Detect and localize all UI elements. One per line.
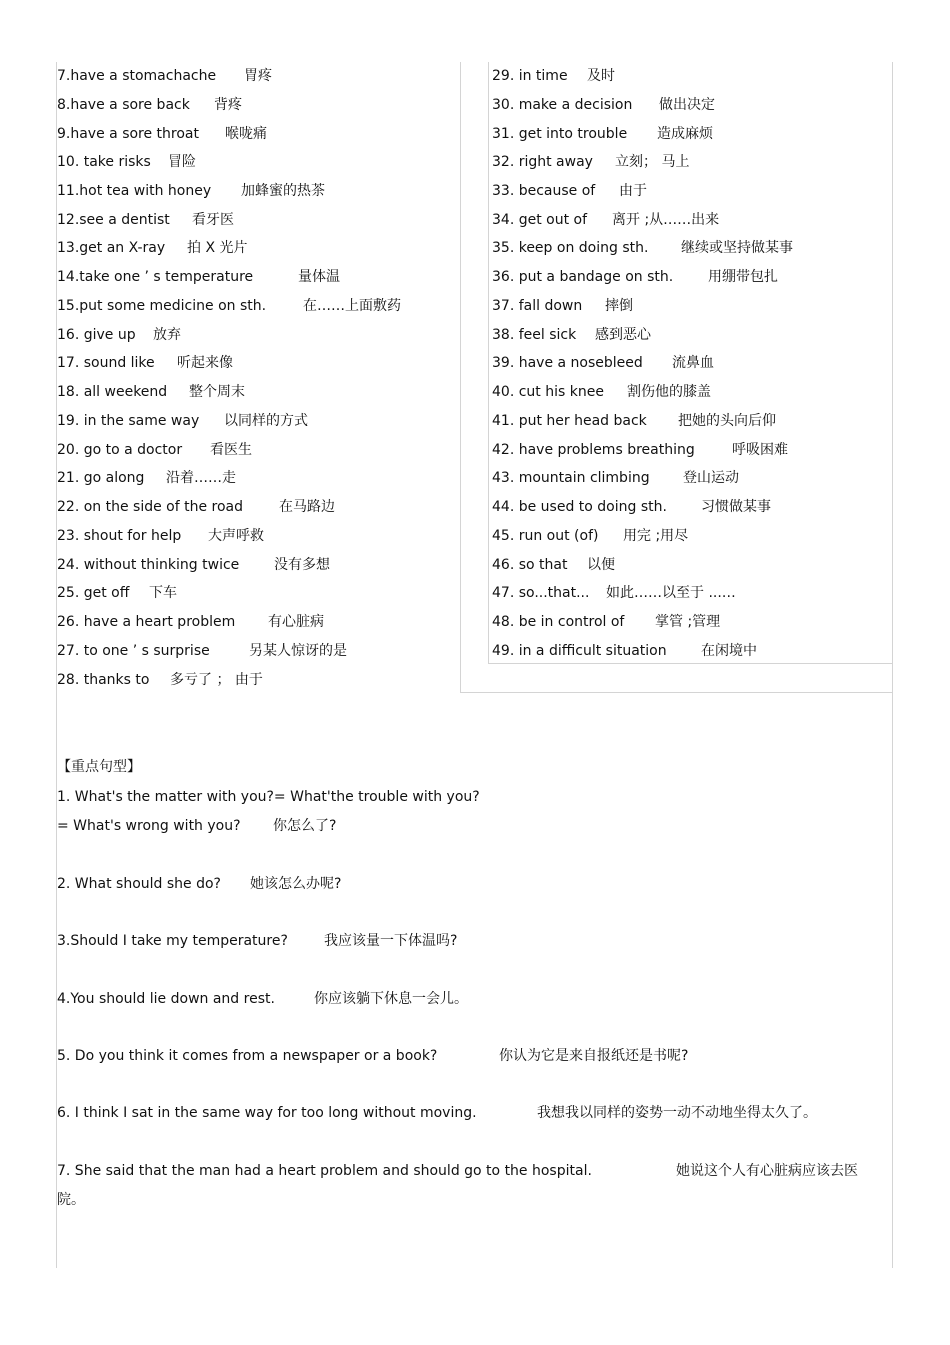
- phrase-chinese: 及时: [587, 68, 615, 84]
- phrase-row: [492, 153, 690, 171]
- right-column-inner-rule: [488, 62, 489, 664]
- phrase-row: [57, 642, 347, 660]
- phrase-chinese: 把她的头向后仰: [678, 412, 776, 429]
- phrase-row: [57, 527, 264, 545]
- phrase-chinese: 由于: [619, 183, 647, 199]
- phrase-english: 18. all weekend: [57, 384, 168, 401]
- phrase-row: [492, 498, 771, 516]
- phrase-row: [57, 153, 196, 171]
- phrase-english: 15.put some medicine on sth.: [57, 297, 267, 314]
- phrase-chinese: 听起来像: [177, 355, 233, 372]
- phrase-english: 40. cut his knee: [492, 384, 604, 401]
- phrase-english: 46. so that: [492, 556, 568, 573]
- phrase-row: [57, 469, 236, 487]
- phrase-chinese: 登山运动: [683, 470, 739, 487]
- phrase-english: 13.get an X-ray: [57, 240, 166, 257]
- sentence-zh: 她该怎么办呢?: [250, 876, 342, 892]
- phrase-row: [492, 556, 615, 574]
- sentence-zh: 我应该量一下体温吗?: [324, 933, 458, 949]
- phrase-english: 16. give up: [57, 326, 136, 343]
- phrase-english: 24. without thinking twice: [57, 556, 240, 573]
- phrase-row: [492, 211, 720, 229]
- phrase-row: [57, 556, 330, 574]
- phrase-row: [492, 326, 651, 344]
- sentence-3: [57, 932, 458, 950]
- sentence-en: 4.You should lie down and rest.: [57, 991, 275, 1007]
- phrase-chinese: 习惯做某事: [701, 499, 771, 516]
- phrase-chinese: 有心脏病: [268, 614, 324, 631]
- phrase-english: 20. go to a doctor: [57, 441, 183, 458]
- sentence-1: [57, 788, 480, 806]
- key-sentences-heading: 【重点句型】: [57, 759, 141, 775]
- phrase-row: [57, 671, 263, 689]
- phrase-chinese: 用完 ;用尽: [623, 527, 689, 544]
- phrase-english: 12.see a dentist: [57, 211, 170, 228]
- phrase-row: [492, 239, 793, 257]
- phrase-row: [57, 268, 340, 286]
- phrase-row: [57, 613, 324, 631]
- phrase-row: [492, 412, 776, 430]
- sentence-zh: 你怎么了?: [273, 818, 337, 834]
- phrase-row: [492, 613, 721, 631]
- phrase-row: [57, 584, 177, 602]
- phrase-chinese: 另某人惊讶的是: [249, 642, 347, 659]
- phrase-chinese: 呼吸困难: [732, 441, 788, 458]
- phrase-chinese: 看牙医: [192, 211, 234, 228]
- phrase-chinese: 拍 X 光片: [187, 240, 248, 257]
- phrase-chinese: 立刻； 马上: [615, 154, 690, 171]
- phrase-chinese: 摔倒: [605, 297, 633, 314]
- phrase-row: [492, 354, 714, 372]
- phrase-english: 31. get into trouble: [492, 125, 628, 142]
- phrase-english: 28. thanks to: [57, 671, 150, 688]
- sentence-2: [57, 875, 342, 893]
- phrase-english: 41. put her head back: [492, 412, 647, 429]
- phrase-row: [492, 584, 736, 602]
- phrase-english: 44. be used to doing sth.: [492, 499, 667, 516]
- phrase-english: 22. on the side of the road: [57, 499, 244, 516]
- phrase-chinese: 下车: [149, 585, 177, 602]
- right-column-bottom-rule: [488, 663, 893, 664]
- phrase-english: 39. have a nosebleed: [492, 355, 643, 372]
- phrase-row: [492, 297, 633, 315]
- phrase-chinese: 沿着……走: [166, 470, 236, 487]
- phrase-row: [57, 412, 308, 430]
- phrase-chinese: 没有多想: [274, 556, 330, 573]
- phrase-row: [57, 326, 181, 344]
- phrase-chinese: 在马路边: [279, 499, 335, 516]
- phrase-chinese: 喉咙痛: [225, 125, 267, 142]
- phrase-chinese: 用绷带包扎: [708, 269, 778, 286]
- phrase-row: [57, 182, 325, 200]
- sentence-en: 2. What should she do?: [57, 876, 221, 892]
- phrase-row: [492, 67, 615, 85]
- phrase-chinese: 大声呼救: [208, 527, 264, 544]
- phrase-english: 48. be in control of: [492, 614, 625, 631]
- sentence-en: 1. What's the matter with you?= What'the trouble with you?: [57, 789, 480, 805]
- phrase-english: 37. fall down: [492, 297, 583, 314]
- phrase-chinese: 加蜂蜜的热茶: [241, 183, 325, 199]
- phrase-chinese: 流鼻血: [672, 355, 714, 372]
- phrase-row: [57, 239, 248, 257]
- phrase-chinese: 量体温: [298, 269, 340, 286]
- phrase-chinese: 掌管 ;管理: [655, 614, 721, 631]
- phrase-english: 14.take one ’ s temperature: [57, 269, 254, 286]
- phrase-row: [492, 469, 739, 487]
- phrase-english: 23. shout for help: [57, 527, 182, 544]
- phrase-chinese: 感到恶心: [595, 326, 651, 343]
- sentence-en: 3.Should I take my temperature?: [57, 933, 288, 949]
- phrase-row: [492, 642, 757, 660]
- phrase-english: 26. have a heart problem: [57, 614, 236, 631]
- phrase-row: [492, 383, 711, 401]
- phrase-chinese: 冒险: [168, 154, 196, 171]
- phrase-chinese: 看医生: [210, 441, 252, 458]
- phrase-english: 7.have a stomachache: [57, 68, 217, 84]
- phrase-chinese: 割伤他的膝盖: [627, 384, 711, 401]
- phrase-english: 45. run out (of): [492, 527, 599, 544]
- phrase-row: [492, 96, 715, 114]
- sentence-zh: 我想我以同样的姿势一动不动地坐得太久了。: [537, 1105, 817, 1121]
- phrase-english: 19. in the same way: [57, 412, 200, 429]
- phrase-row: [57, 67, 272, 85]
- phrase-english: 35. keep on doing sth.: [492, 240, 649, 257]
- sentence-zh: 你认为它是来自报纸还是书呢?: [499, 1048, 689, 1064]
- phrase-chinese: 如此……以至于 ...…: [606, 585, 736, 602]
- phrase-chinese: 胃疼: [244, 68, 272, 84]
- phrase-chinese: 造成麻烦: [657, 125, 713, 142]
- right-page-rule: [892, 62, 893, 1268]
- sentence-5: [57, 1047, 689, 1065]
- phrase-row: [57, 297, 401, 315]
- phrase-chinese: 在……上面敷药: [303, 297, 401, 314]
- phrase-english: 47. so...that...: [492, 585, 590, 602]
- phrase-chinese: 以同样的方式: [224, 412, 308, 429]
- phrase-row: [492, 182, 647, 200]
- phrase-chinese: 背疼: [214, 96, 242, 113]
- phrase-chinese: 做出决定: [659, 96, 715, 113]
- phrase-english: 34. get out of: [492, 211, 588, 228]
- phrase-row: [57, 441, 252, 459]
- sentence-zh: 你应该躺下休息一会儿。: [314, 991, 468, 1007]
- phrase-english: 38. feel sick: [492, 326, 577, 343]
- phrase-chinese: 继续或坚持做某事: [681, 240, 793, 257]
- phrase-chinese: 以便: [587, 556, 615, 573]
- phrase-row: [492, 125, 713, 143]
- phrase-english: 21. go along: [57, 470, 145, 487]
- phrase-english: 29. in time: [492, 68, 568, 84]
- phrase-chinese: 离开 ;从……出来: [612, 211, 720, 228]
- sentence-en: 5. Do you think it comes from a newspaper or a book?: [57, 1048, 438, 1064]
- phrase-row: [492, 527, 689, 545]
- phrase-english: 25. get off: [57, 585, 130, 602]
- phrase-chinese: 整个周末: [189, 384, 245, 401]
- phrase-english: 11.hot tea with honey: [57, 183, 212, 199]
- phrase-row: [57, 498, 335, 516]
- sentence-zh: 她说这个人有心脏病应该去医: [676, 1163, 858, 1179]
- phrase-chinese: 多亏了 ； 由于: [170, 671, 263, 688]
- phrase-english: 9.have a sore throat: [57, 125, 200, 142]
- phrase-english: 30. make a decision: [492, 96, 633, 113]
- phrase-english: 32. right away: [492, 154, 593, 171]
- phrase-chinese: 在闲境中: [701, 642, 757, 659]
- sentence-en: 6. I think I sat in the same way for too long without moving.: [57, 1105, 477, 1121]
- phrase-row: [57, 383, 245, 401]
- phrase-english: 42. have problems breathing: [492, 441, 695, 458]
- column-divider-rule: [460, 62, 461, 692]
- phrase-english: 17. sound like: [57, 355, 155, 372]
- phrase-row: [57, 211, 234, 229]
- phrase-english: 8.have a sore back: [57, 96, 190, 113]
- sentence-1-alt: [57, 817, 337, 835]
- phrase-row: [492, 268, 778, 286]
- sentence-en: = What's wrong with you?: [57, 818, 241, 834]
- sentence-4: [57, 990, 468, 1008]
- table-bottom-rule: [460, 692, 893, 693]
- sentence-7: [57, 1162, 858, 1208]
- phrase-row: [492, 441, 788, 459]
- phrase-english: 27. to one ’ s surprise: [57, 642, 210, 659]
- phrase-english: 36. put a bandage on sth.: [492, 269, 674, 286]
- phrase-english: 33. because of: [492, 183, 596, 199]
- phrase-chinese: 放弃: [153, 326, 181, 343]
- phrase-english: 43. mountain climbing: [492, 470, 650, 487]
- sentence-zh-continued: 院。: [57, 1192, 85, 1208]
- phrase-row: [57, 96, 242, 114]
- phrase-row: [57, 354, 233, 372]
- phrase-row: [57, 125, 267, 143]
- sentence-en: 7. She said that the man had a heart problem and should go to the hospital.: [57, 1163, 592, 1179]
- sentence-6: [57, 1104, 817, 1122]
- phrase-english: 49. in a difficult situation: [492, 642, 667, 659]
- phrase-english: 10. take risks: [57, 154, 151, 171]
